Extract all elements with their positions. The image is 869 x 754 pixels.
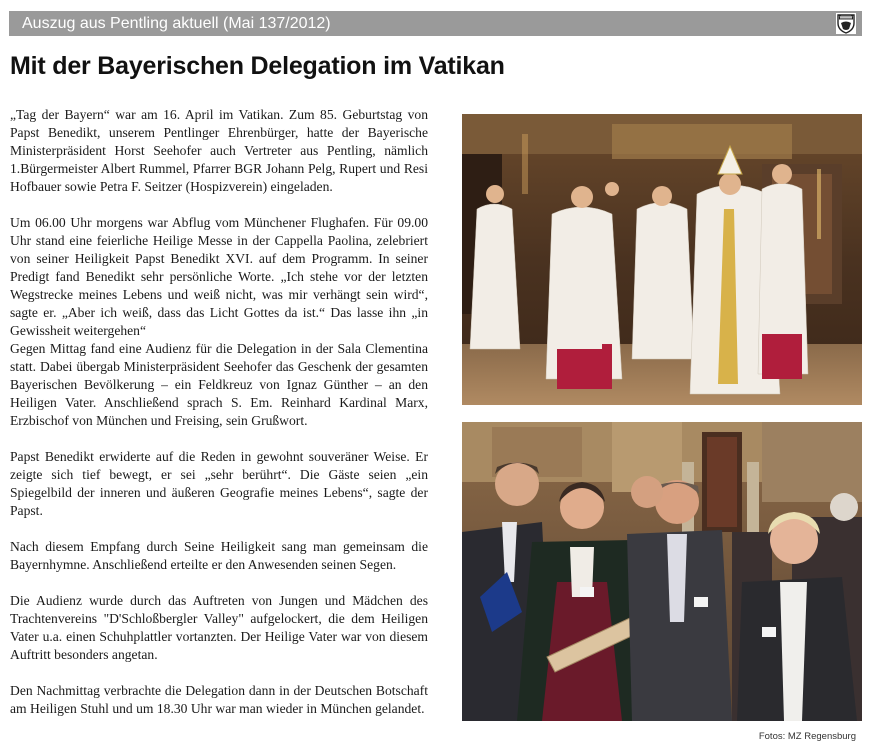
article-title: Mit der Bayerischen Delegation im Vatikan [10, 52, 505, 80]
municipal-crest-icon [836, 13, 856, 34]
article-paragraph: Den Nachmittag verbrachte die Delegation dann in der Deutschen Botschaft am Heiligen Stuhl und um 18.30 Uhr war man wieder in München gelandet. [10, 683, 428, 716]
photo-papal-procession [462, 114, 862, 405]
article-paragraph: Gegen Mittag fand eine Audienz für die Delegation in der Sala Clementina statt. Dabei übergab Ministerpräsident Seehofer das Geschenk der gesamten Bayerischen Bevölkerung – ein Feldkreuz von Ignaz Günther – an den Heiligen Vater. Anschließend sprach S. Em. Reinhard Kardinal Marx, Erzbischof von München und Freising, sein Grußwort. [10, 341, 428, 428]
article-paragraph: Um 06.00 Uhr morgens war Abflug vom Münchener Flughafen. Für 09.00 Uhr stand eine feierliche Heilige Messe in der Cappella Paolina, zelebriert von seiner Heiligkeit Papst Benedikt XVI. auf dem Programm. In seiner Predigt fand Benedikt sehr persönliche Worte. „Ich stehe vor der letzten Wegstrecke meines Lebens und weiß nicht, was mir verhängt sein wird“, sagte er. „Aber ich weiß, dass das Licht Gottes da ist.“ Das lasse ihn „in Gewissheit weitergehen“ [10, 215, 428, 338]
article-paragraph: Die Audienz wurde durch das Auftreten von Jungen und Mädchen des Trachtenvereins "D'Schloßbergler Valley" aufgelockert, die dem Heiligen Vater u.a. einen Schuhplattler vortanzten. Der Heilige Vater war von diesem Auftritt besonders angetan. [10, 593, 428, 662]
header-bar-text: Auszug aus Pentling aktuell (Mai 137/2012) [22, 15, 331, 32]
article-paragraph: „Tag der Bayern“ war am 16. April im Vatikan. Zum 85. Geburtstag von Papst Benedikt, unserem Pentlinger Ehrenbürger, hatte der Bayerische Ministerpräsident Horst Seehofer auch Vertreter aus Pentling, nämlich 1.Bürgermeister Albert Rummel, Pfarrer BGR Johann Pelg, Rupert und Resi Hofbauer sowie Petra F. Seitzer (Hospizverein) eingeladen. [10, 107, 428, 194]
photo-delegation-group [462, 422, 862, 721]
photo-credit: Fotos: MZ Regensburg [758, 731, 856, 742]
header-bar [9, 11, 862, 36]
article-paragraph: Nach diesem Empfang durch Seine Heiligkeit sang man gemeinsam die Bayernhymne. Anschließend erteilte er den Anwesenden seinen Segen. [10, 539, 428, 572]
article-body [10, 106, 428, 736]
article-paragraph: Papst Benedikt erwiderte auf die Reden in gewohnt souveräner Weise. Er zeigte sich tief bewegt, er sei „sehr berührt“. Die Gäste seien „ein Spiegelbild der inneren und äußeren Geografie meines Lebens“, sagte der Papst. [10, 449, 428, 518]
